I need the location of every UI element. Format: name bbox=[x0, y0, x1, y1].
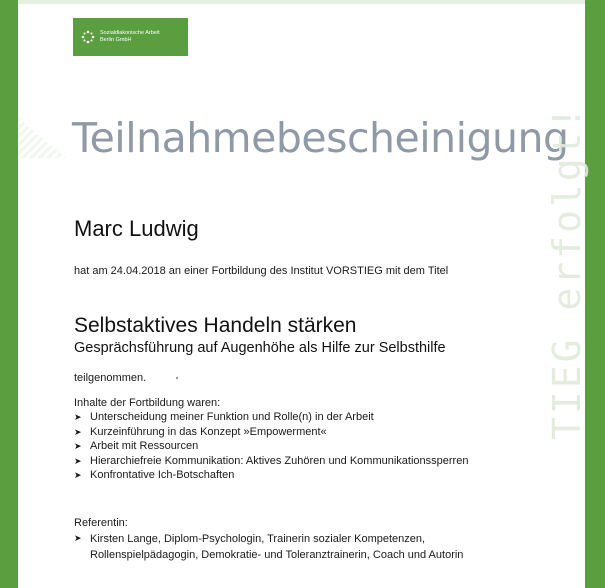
list-item-text: Unterscheidung meiner Funktion und Rolle(n) in der Arbeit bbox=[90, 411, 374, 423]
arrowhead-bullet-icon: ➤ bbox=[74, 455, 82, 466]
referent-heading: Referentin: bbox=[74, 517, 128, 529]
arrowhead-bullet-icon: ➤ bbox=[74, 470, 82, 480]
document-title: Teilnahmebescheinigung bbox=[72, 114, 569, 162]
arrowhead-bullet-icon: ➤ bbox=[74, 441, 82, 451]
contents-heading: Inhalte der Fortbildung waren: bbox=[74, 397, 221, 409]
list-item bbox=[74, 454, 468, 469]
intro-text: hat am 24.04.2018 an einer Fortbildung des Institut VORSTIEG mit dem Titel bbox=[74, 265, 449, 277]
list-item-text: Arbeit mit Ressourcen bbox=[90, 440, 199, 452]
list-item bbox=[74, 439, 468, 454]
paper-fold-shadow bbox=[18, 118, 66, 158]
logo-text bbox=[100, 30, 160, 44]
watermark: TIEG erfolgt! bbox=[545, 103, 589, 440]
contents-list bbox=[74, 410, 468, 483]
course-subtitle: Gesprächsführung auf Augenhöhe als Hilfe zur Selbsthilfe bbox=[74, 340, 446, 356]
stray-dot bbox=[176, 377, 178, 379]
logo-line-1: Sozialdiakonische Arbeit bbox=[100, 30, 160, 36]
participated-text: teilgenommen. bbox=[74, 372, 147, 384]
course-title: Selbstaktives Handeln stärken bbox=[74, 314, 357, 337]
list-item-text: Kurzeinführung in das Konzept »Empowerment« bbox=[90, 425, 327, 438]
referent-text: Kirsten Lange, Diplom-Psychologin, Trainerin sozialer Kompetenzen, Rollenspielpädagogin, Demokratie- und Toleranztrainerin, Coach und Autorin bbox=[90, 533, 464, 561]
arrowhead-bullet-icon: ➤ bbox=[74, 426, 82, 437]
organization-logo bbox=[73, 18, 188, 56]
list-item bbox=[74, 425, 468, 440]
left-green-border bbox=[0, 0, 18, 588]
list-item-text: Hierarchiefreie Kommunikation: Aktives Zuhören und Kommunikationssperren bbox=[90, 454, 469, 467]
list-item bbox=[74, 531, 510, 563]
participant-name: Marc Ludwig bbox=[74, 216, 199, 241]
dots-logo-icon bbox=[81, 30, 95, 44]
arrowhead-bullet-icon: ➤ bbox=[74, 412, 82, 422]
logo-line-2: Berlin GmbH bbox=[100, 37, 132, 43]
list-item-text: Konfrontative Ich-Botschaften bbox=[90, 469, 235, 481]
arrowhead-bullet-icon: ➤ bbox=[74, 533, 82, 543]
list-item bbox=[74, 410, 468, 425]
referent-list bbox=[74, 531, 510, 563]
top-border bbox=[18, 0, 585, 4]
list-item bbox=[74, 468, 468, 483]
